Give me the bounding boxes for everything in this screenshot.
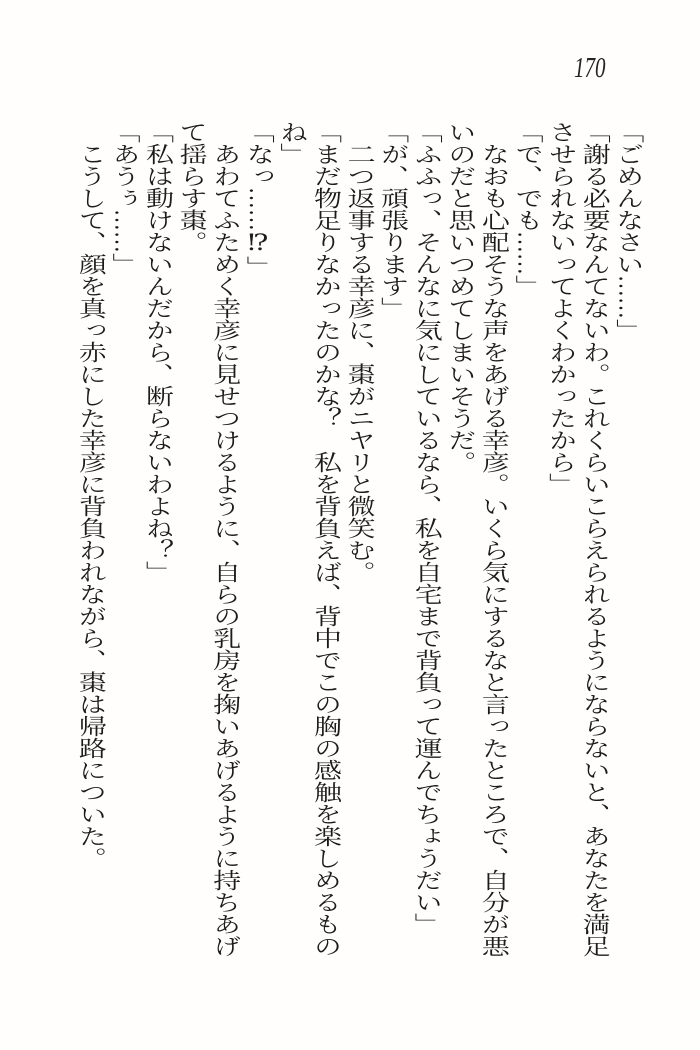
text-line-12: 「なっ……⁉」 [243,121,276,278]
text-line-5: なおも心配そうな声をあげる幸彦。いくら気にするなと言ったところで、自分が悪 [478,143,511,957]
text-line-8: 「が、頑張ります」 [378,121,410,319]
text-line-3: させられないってよくわかったから」 [546,121,578,495]
text-line-16: 「あうぅ……」 [109,121,142,275]
text-line-15: 「私は動けないんだから、断らないわよね？」 [142,121,175,583]
text-line-9: 二つ返事する幸彦に、棗がニヤリと微笑む。 [344,143,377,583]
text-line-6: いのだと思いつめてしまいそうだ。 [445,121,478,473]
text-line-2: 「謝る必要なんてないわ。これくらいこらえられるようにならないと、あなたを満足 [579,121,612,957]
text-line-7: 「ふふっ、そんなに気にしているなら、私を自宅まで背負って運んでちょうだい」 [411,121,444,935]
text-line-11: ね」 [277,121,310,165]
text-line-13: あわてふためく幸彦に見せつけるように、自らの乳房を掬いあげるように持ちあげ [210,143,242,957]
page-text [74,121,645,985]
text-line-17: こうして、顔を真っ赤にした幸彦に背負われながら、棗は帰路についた。 [75,143,108,869]
text-line-14: て揺らす棗。 [176,121,209,253]
page-number: 170 [574,53,606,84]
text-line-1: 「ごめんなさい……」 [613,121,645,341]
text-line-10: 「まだ物足りなかったのかな？ 私を背負えば、背中でこの胸の感触を楽しめるもの [310,121,343,957]
text-line-4: 「で、でも……」 [512,121,545,297]
